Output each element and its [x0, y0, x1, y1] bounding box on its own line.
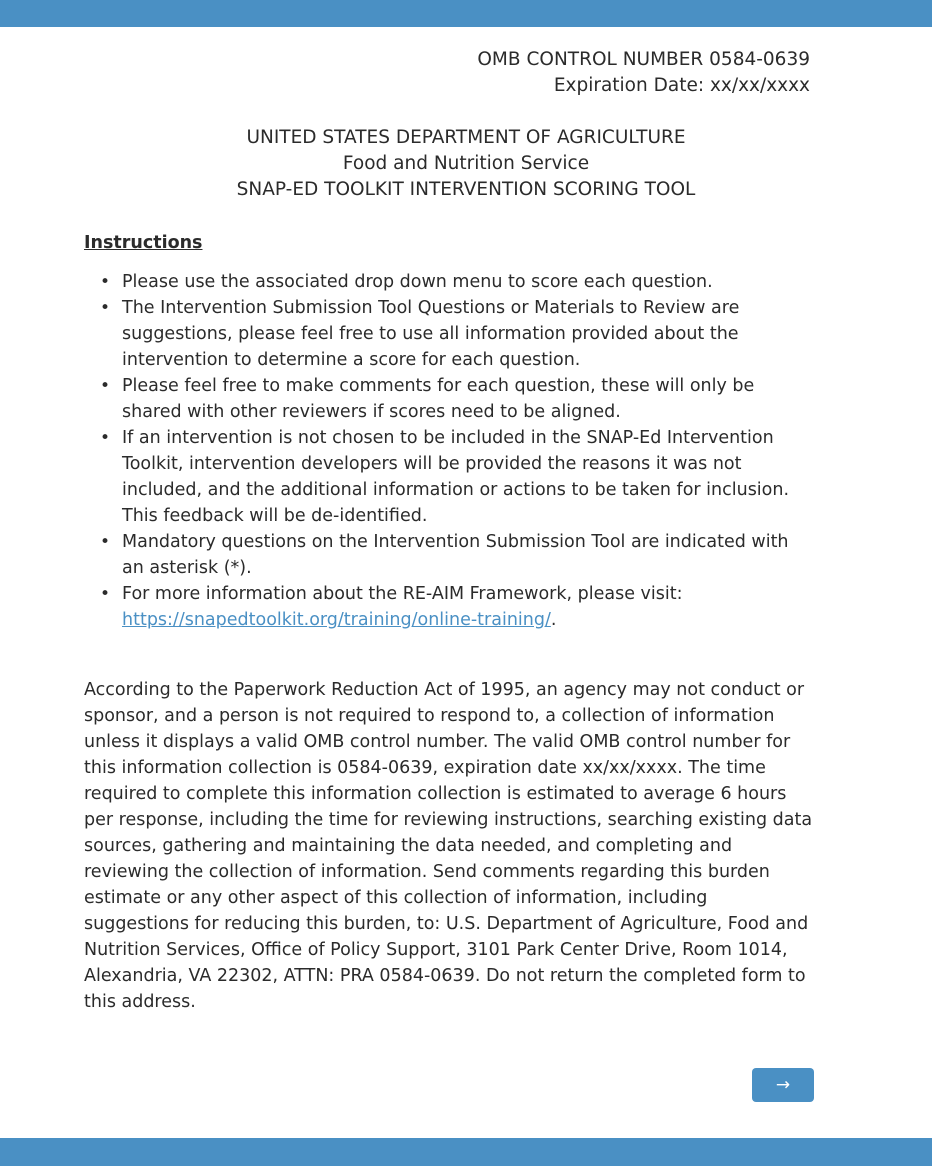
- list-item: • The Intervention Submission Tool Questions or Materials to Review are suggestions, please feel free to use all information provided about the intervention to determine a score for each question.: [122, 295, 814, 373]
- tool-name: SNAP-ED TOOLKIT INTERVENTION SCORING TOOL: [236, 179, 696, 200]
- list-item: • Please use the associated drop down menu to score each question.: [122, 269, 814, 295]
- next-page-button[interactable]: →: [752, 1068, 814, 1102]
- omb-control-number: OMB CONTROL NUMBER 0584-0639: [477, 49, 810, 70]
- list-item: • If an intervention is not chosen to be included in the SNAP-Ed Intervention Toolkit, intervention developers will be provided the reasons it was not included, and the additional information or actions to be taken for inclusion. This feedback will be de-identified.: [122, 425, 814, 529]
- instructions-heading: Instructions: [84, 233, 203, 253]
- list-item: • Please feel free to make comments for each question, these will only be shared with other reviewers if scores need to be aligned.: [122, 373, 814, 425]
- instructions-list: [84, 269, 814, 633]
- list-item-reaim: [122, 581, 814, 633]
- pra-statement: According to the Paperwork Reduction Act of 1995, an agency may not conduct or sponsor, and a person is not required to respond to, a collection of information unless it displays a valid OMB control number. The valid OMB control number for this information collection is 0584-0639, expiration date xx/xx/xxxx. The time required to complete this information collection is estimated to average 6 hours per response, including the time for reviewing instructions, searching existing data sources, gathering and maintaining the data needed, and completing and reviewing the collection of information. Send comments regarding this burden estimate or any other aspect of this collection of information, including suggestions for reducing this burden, to: U.S. Department of Agriculture, Food and Nutrition Services, Office of Policy Support, 3101 Park Center Drive, Room 1014, Alexandria, VA 22302, ATTN: PRA 0584-0639. Do not return the completed form to this address.: [84, 680, 813, 1012]
- form-content: [0, 231, 932, 1015]
- omb-expiration-date: Expiration Date: xx/xx/xxxx: [553, 75, 810, 96]
- document-title: [0, 125, 932, 203]
- top-accent-bar: [0, 0, 932, 27]
- reaim-period: .: [550, 610, 557, 630]
- bottom-accent-bar: [0, 1138, 932, 1166]
- online-training-link[interactable]: https://snapedtoolkit.org/training/online-training/: [122, 610, 551, 630]
- list-item: • Mandatory questions on the Intervention Submission Tool are indicated with an asterisk (*).: [122, 529, 814, 581]
- service-name: Food and Nutrition Service: [342, 153, 590, 174]
- form-page: [0, 27, 932, 1138]
- omb-header: [0, 27, 932, 99]
- agency-name: UNITED STATES DEPARTMENT OF AGRICULTURE: [246, 127, 686, 148]
- reaim-text: For more information about the RE-AIM Framework, please visit:: [122, 584, 683, 604]
